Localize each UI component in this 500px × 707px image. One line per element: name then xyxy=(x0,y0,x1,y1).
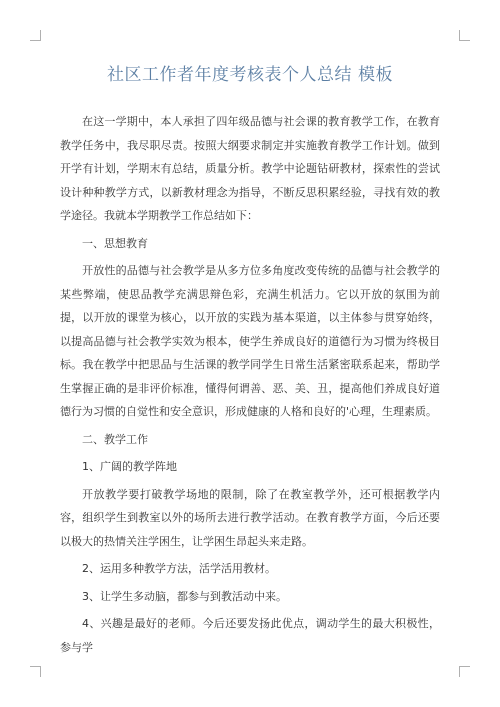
subheading-teaching-venue: 1、广阔的教学阵地 xyxy=(82,460,177,473)
document-title: 社区工作者年度考核表个人总结 模板 xyxy=(107,65,393,85)
ideology-paragraph: 开放性的品德与社会教学是从多方位多角度改变传统的品德与社会教学的某些弊端，使思品教学充满思辩色彩，充满生机活力。它以开放的氛围为前提，以开放的课堂为核心，以开放的实践为基本渠道，以主体参与贯穿始终，以提高品德与社会教学实效为根本，使学生养成良好的道德行为习惯为终极目标。我在教学中把思品与生活课的教学同学生日常生活紧密联系起来，帮助学生掌握正确的是非评价标准，懂得何谓善、恶、美、丑，提高他们养成良好道德行为习惯的自觉性和安全意识，形成健康的人格和良好的'心理，生理素质。 xyxy=(60,264,440,418)
intro-paragraph: 在这一学期中，本人承担了四年级品德与社会课的教育教学工作，在教育教学任务中，我尽职尽责。按照大纲要求制定并实施教育教学工作计划。做到开学有计划，学期末有总结，质量分析。教学中论题钻研教材，探索性的尝试设计种种教学方式，以新教材理念为指导，不断反思积累经验，寻找有效的教学途径。我就本学期教学工作总结如下： xyxy=(60,115,440,222)
section-heading-ideology: 一、思想教育 xyxy=(82,236,148,250)
page-corner-mark-top-left xyxy=(30,30,41,41)
document-body xyxy=(60,110,440,663)
teaching-venue-paragraph: 开放教学要打破教学场地的限制，除了在教室教学外，还可根据教学内容，组织学生到教室以外的场所去进行教学活动。在教育教学方面，今后还要以极大的热情关注学困生，让学困生昂起头来走路。 xyxy=(60,487,440,548)
teaching-point-4: 4、兴趣是最好的老师。今后还要发扬此优点，调动学生的最大积极性，参与学 xyxy=(60,617,440,654)
teaching-point-2: 2、运用多种教学方法，活学活用教材。 xyxy=(82,562,276,575)
page-corner-mark-bottom-right xyxy=(459,666,470,677)
page-corner-mark-bottom-left xyxy=(30,666,41,677)
section-heading-teaching: 二、教学工作 xyxy=(82,432,148,446)
page-corner-mark-top-right xyxy=(459,30,470,41)
teaching-point-3: 3、让学生多动脑，都参与到教活动中来。 xyxy=(82,589,287,603)
